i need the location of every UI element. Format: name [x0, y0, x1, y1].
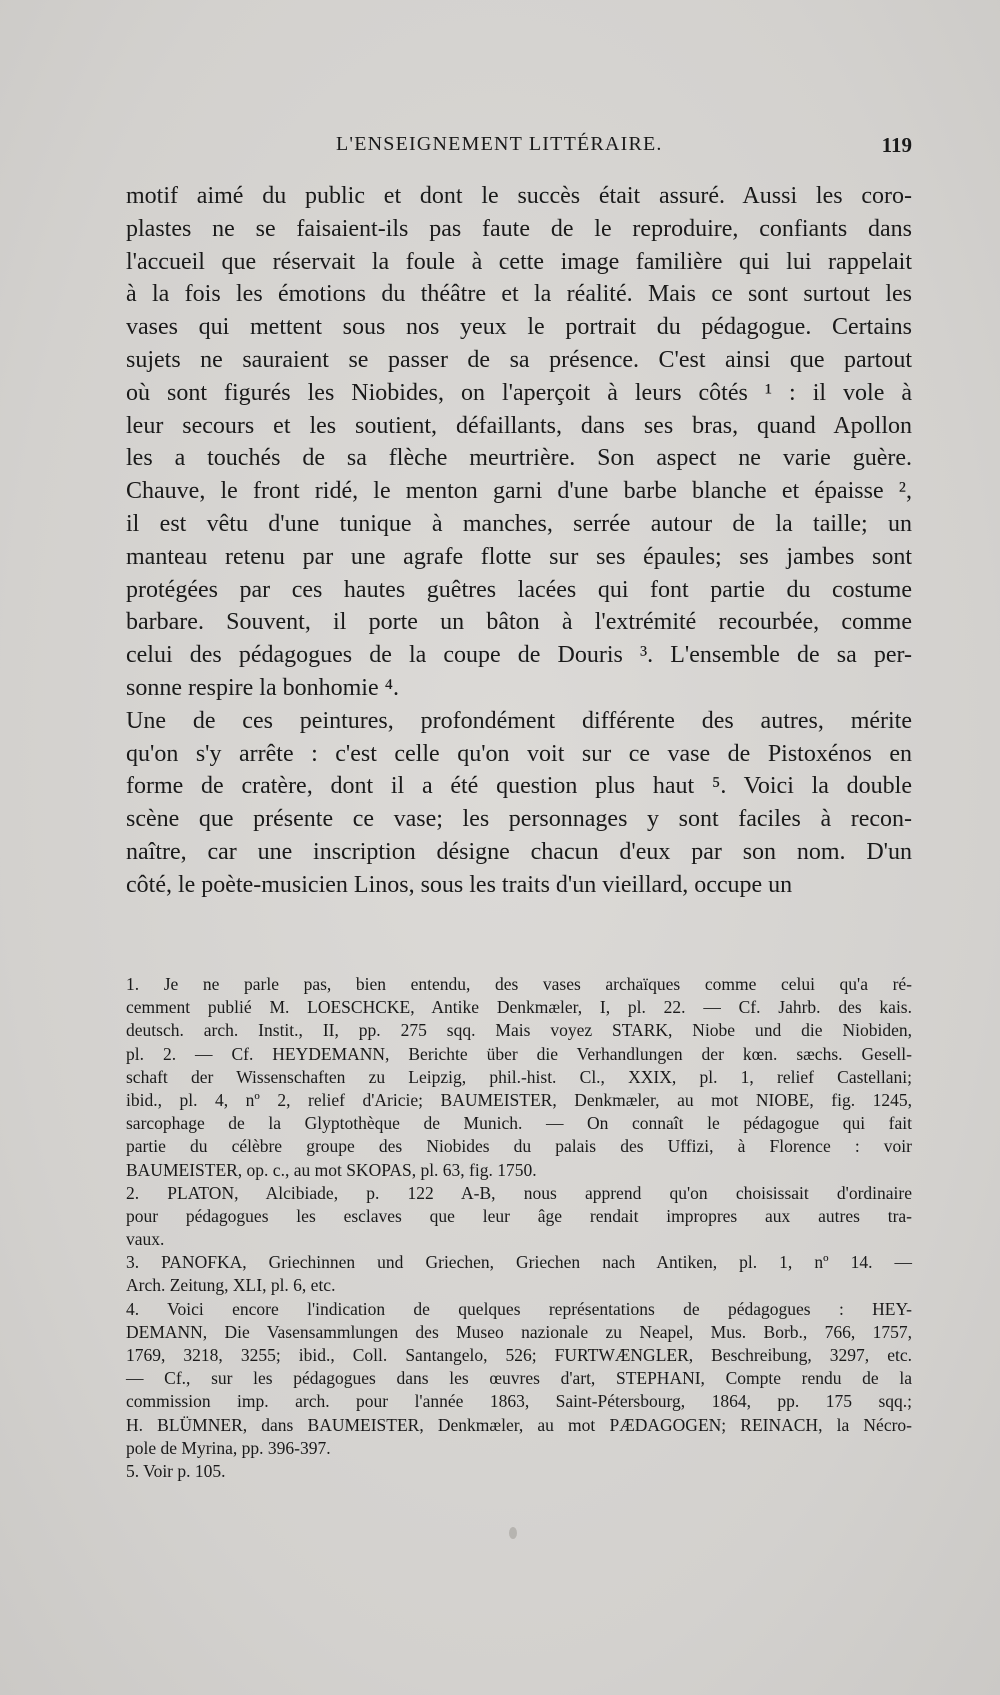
text-line: manteau retenu par une agrafe flotte sur ses épaules; ses jambes sont: [126, 543, 912, 570]
text-line: scène que présente ce vase; les personnages y sont faciles à recon-: [126, 806, 912, 833]
text-line: forme de cratère, dont il a été question plus haut ⁵. Voici la double: [126, 773, 912, 800]
text-line: Une de ces peintures, profondément différente des autres, mérite: [126, 707, 912, 734]
footnote-line: DEMANN, Die Vasensammlungen des Museo nazionale zu Neapel, Mus. Borb., 766, 1757,: [126, 1321, 912, 1342]
main-text: [126, 180, 912, 902]
footnote-line: Arch. Zeitung, XLI, pl. 6, etc.: [126, 1275, 336, 1296]
footnote-line: commission imp. arch. pour l'année 1863, Saint-Pétersbourg, 1864, pp. 175 sqq.;: [126, 1391, 912, 1412]
footnote-line: cemment publié M. LOESCHCKE, Antike Denkmæler, I, pl. 22. — Cf. Jahrb. des kais.: [126, 997, 912, 1018]
text-line: sonne respire la bonhomie ⁴.: [126, 674, 399, 701]
footnote-line: 1. Je ne parle pas, bien entendu, des vases archaïques comme celui qu'a ré-: [126, 974, 912, 994]
footnote-line: schaft der Wissenschaften zu Leipzig, phil.-hist. Cl., XXIX, pl. 1, relief Castellani;: [126, 1066, 912, 1087]
footnote-line: sarcophage de la Glyptothèque de Munich. — On connaît le pédagogue qui fait: [126, 1113, 912, 1134]
text-line: naître, car une inscription désigne chacun d'eux par son nom. D'un: [126, 838, 912, 865]
text-line: Chauve, le front ridé, le menton garni d'une barbe blanche et épaisse ²,: [126, 478, 912, 505]
text-line: qu'on s'y arrête : c'est celle qu'on voit sur ce vase de Pistoxénos en: [126, 740, 912, 767]
text-line: leur secours et les soutient, défaillants, dans ses bras, quand Apollon: [126, 412, 912, 439]
footnote-line: pour pédagogues les esclaves que leur âge rendait impropres aux autres tra-: [126, 1205, 912, 1226]
footnote-line: H. BLÜMNER, dans BAUMEISTER, Denkmæler, au mot PÆDAGOGEN; REINACH, la Nécro-: [126, 1414, 912, 1435]
paper-stain: [509, 1527, 517, 1539]
footnote-line: — Cf., sur les pédagogues dans les œuvres d'art, STEPHANI, Compte rendu de la: [126, 1368, 912, 1389]
page-header: [126, 133, 912, 163]
footnote-line: 3. PANOFKA, Griechinnen und Griechen, Griechen nach Antiken, pl. 1, nº 14. —: [126, 1252, 912, 1273]
text-line: celui des pédagogues de la coupe de Douris ³. L'ensemble de sa per-: [126, 642, 912, 669]
running-title: L'ENSEIGNEMENT LITTÉRAIRE.: [336, 133, 663, 155]
text-line: motif aimé du public et dont le succès était assuré. Aussi les coro-: [126, 183, 912, 209]
text-line: l'accueil que réservait la foule à cette image familière qui lui rappelait: [126, 248, 912, 275]
footnote-line: BAUMEISTER, op. c., au mot SKOPAS, pl. 63, fig. 1750.: [126, 1159, 537, 1180]
text-line: sujets ne sauraient se passer de sa présence. C'est ainsi que partout: [126, 346, 912, 373]
footnote-line: 5. Voir p. 105.: [126, 1460, 226, 1481]
text-line: à la fois les émotions du théâtre et la réalité. Mais ce sont surtout les: [126, 281, 912, 308]
footnote-line: 4. Voici encore l'indication de quelques représentations de pédagogues : HEY-: [126, 1298, 912, 1319]
footnote-line: partie du célèbre groupe des Niobides du palais des Uffizi, à Florence : voir: [126, 1136, 912, 1157]
footnote-line: deutsch. arch. Instit., II, pp. 275 sqq. Mais voyez STARK, Niobe und die Niobiden,: [126, 1020, 912, 1041]
text-line: les a touchés de sa flèche meurtrière. Son aspect ne varie guère.: [126, 445, 912, 472]
footnote-line: 1769, 3218, 3255; ibid., Coll. Santangelo, 526; FURTWÆNGLER, Beschreibung, 3297, etc.: [126, 1345, 912, 1365]
text-line: il est vêtu d'une tunique à manches, serrée autour de la taille; un: [126, 510, 912, 537]
footnote-line: pole de Myrina, pp. 396-397.: [126, 1437, 331, 1458]
footnotes: [126, 973, 912, 1483]
footnote-line: vaux.: [126, 1229, 165, 1250]
text-line: vases qui mettent sous nos yeux le portrait du pédagogue. Certains: [126, 314, 912, 341]
text-line: côté, le poète-musicien Linos, sous les traits d'un vieillard, occupe un: [126, 871, 793, 898]
text-line: où sont figurés les Niobides, on l'aperçoit à leurs côtés ¹ : il vole à: [126, 379, 912, 406]
footnote-line: ibid., pl. 4, nº 2, relief d'Aricie; BAUMEISTER, Denkmæler, au mot NIOBE, fig. 1245,: [126, 1089, 912, 1110]
text-line: protégées par ces hautes guêtres lacées qui font partie du costume: [126, 576, 912, 603]
text-line: barbare. Souvent, il porte un bâton à l'extrémité recourbée, comme: [126, 609, 912, 636]
text-line: plastes ne se faisaient-ils pas faute de le reproduire, confiants dans: [126, 215, 912, 242]
page-number: 119: [881, 133, 912, 157]
footnote-line: 2. PLATON, Alcibiade, p. 122 A-B, nous apprend qu'on choisissait d'ordinaire: [126, 1182, 912, 1203]
footnote-line: pl. 2. — Cf. HEYDEMANN, Berichte über die Verhandlungen der kœn. sæchs. Gesell-: [126, 1043, 912, 1064]
